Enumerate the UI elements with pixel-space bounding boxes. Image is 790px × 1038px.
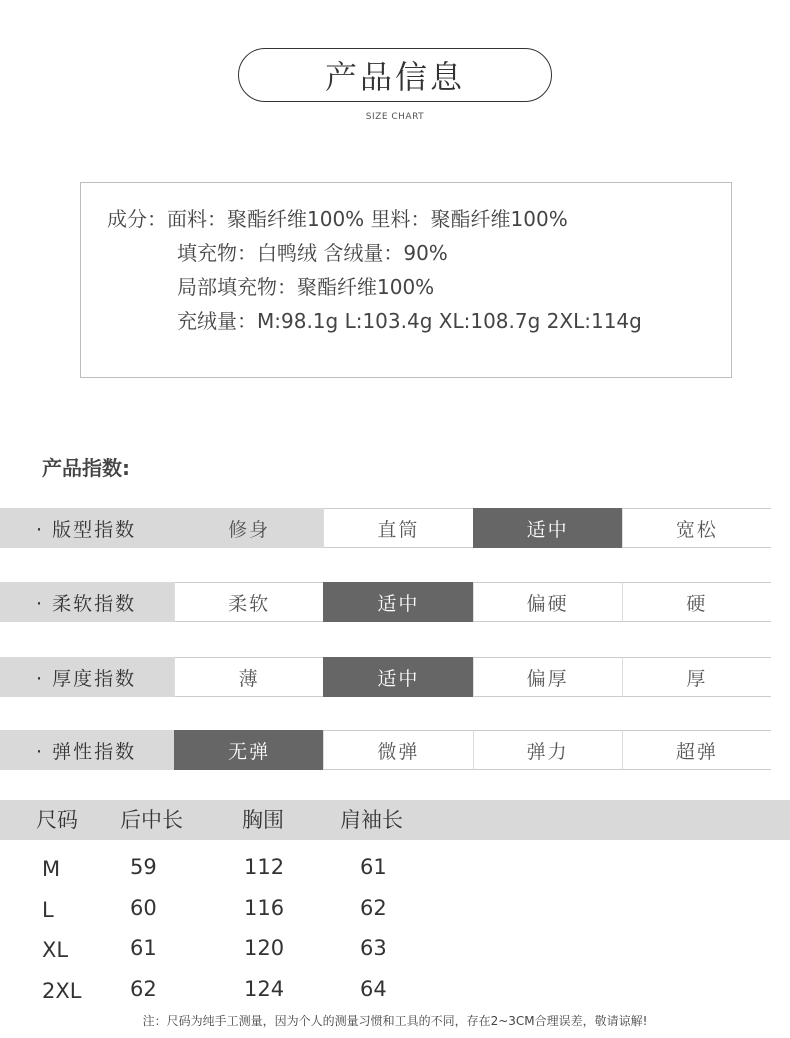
size-cell: 59 — [130, 855, 157, 879]
index-label: · 版型指数 — [0, 508, 174, 548]
index-option: 柔软 — [174, 582, 323, 622]
index-row-fit — [0, 508, 771, 548]
size-cell: M — [42, 857, 61, 881]
composition-line-4: 充绒量：M:98.1g L:103.4g XL:108.7g 2XL:114g — [177, 309, 642, 333]
composition-line-3: 局部填充物：聚酯纤维100% — [177, 275, 435, 299]
composition-line-2: 填充物：白鸭绒 含绒量：90% — [177, 241, 448, 265]
index-label: · 厚度指数 — [0, 657, 174, 697]
index-label: · 弹性指数 — [0, 730, 174, 770]
size-header-cell: 肩袖长 — [340, 808, 403, 832]
index-option: 适中 — [323, 657, 472, 697]
size-cell: 62 — [130, 977, 157, 1001]
size-cell: 116 — [244, 896, 285, 920]
size-header-cell: 尺码 — [36, 808, 78, 832]
index-heading: 产品指数: — [42, 456, 130, 480]
index-row-elasticity — [0, 730, 771, 770]
size-table-header — [0, 800, 790, 840]
index-option: 适中 — [473, 508, 622, 548]
size-cell: 63 — [360, 936, 387, 960]
index-row-thickness — [0, 657, 771, 697]
composition-line-1: 成分：面料：聚酯纤维100% 里料：聚酯纤维100% — [107, 207, 568, 231]
index-option: 硬 — [622, 582, 771, 622]
size-cell: 61 — [360, 855, 387, 879]
index-option: 无弹 — [174, 730, 323, 770]
index-option: 偏硬 — [473, 582, 622, 622]
size-cell: 64 — [360, 977, 387, 1001]
composition-box — [80, 182, 732, 378]
index-option: 微弹 — [323, 730, 472, 770]
index-row-softness — [0, 582, 771, 622]
page-subtitle: SIZE CHART — [365, 112, 425, 122]
measurement-note: 注：尺码为纯手工测量，因为个人的测量习惯和工具的不同，存在2~3CM合理误差，敬请谅解! — [142, 1014, 648, 1028]
size-cell: 120 — [244, 936, 285, 960]
index-option: 适中 — [323, 582, 472, 622]
size-header-cell: 胸围 — [242, 808, 284, 832]
index-label: · 柔软指数 — [0, 582, 174, 622]
size-cell: 60 — [130, 896, 157, 920]
size-cell: 112 — [244, 855, 285, 879]
index-option: 偏厚 — [473, 657, 622, 697]
size-cell: L — [42, 898, 54, 922]
index-option: 宽松 — [622, 508, 771, 548]
index-option: 直筒 — [323, 508, 472, 548]
page-title: 产品信息 — [238, 48, 552, 102]
size-cell: 2XL — [42, 979, 82, 1003]
size-cell: 62 — [360, 896, 387, 920]
size-cell: 61 — [130, 936, 157, 960]
size-header-cell: 后中长 — [120, 808, 183, 832]
size-cell: XL — [42, 938, 69, 962]
index-option: 厚 — [622, 657, 771, 697]
index-option: 修身 — [174, 508, 323, 548]
index-option: 薄 — [174, 657, 323, 697]
size-cell: 124 — [244, 977, 285, 1001]
index-option: 弹力 — [473, 730, 622, 770]
index-option: 超弹 — [622, 730, 771, 770]
